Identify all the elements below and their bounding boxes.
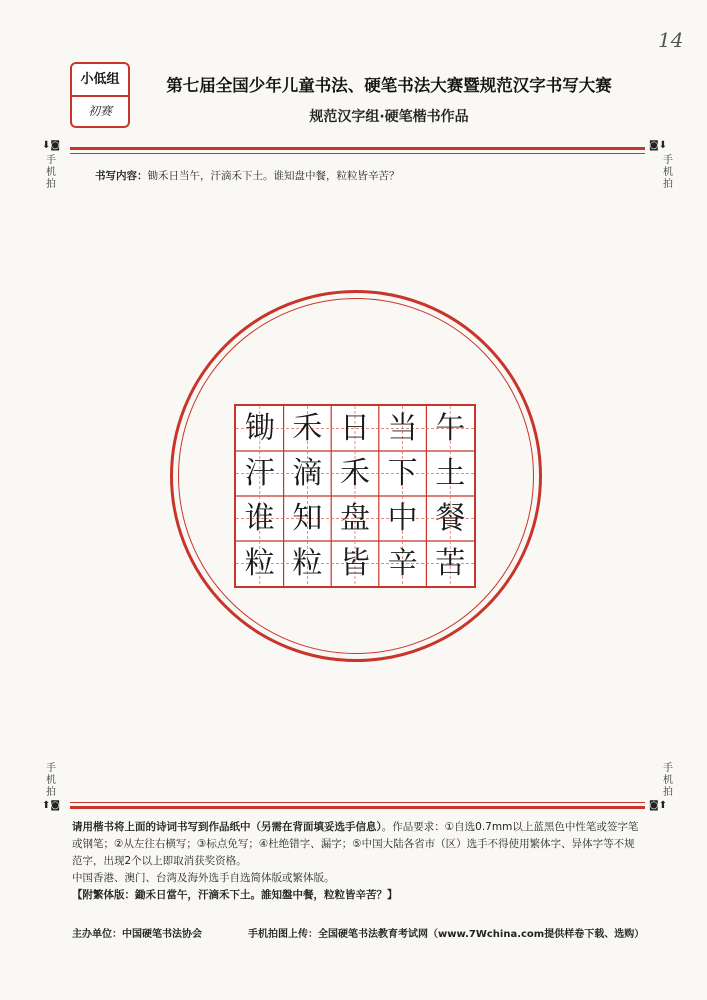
artwork-char: 知 (292, 501, 323, 536)
artwork-char: 当 (387, 411, 418, 446)
writing-text: 锄禾日当午，汗滴禾下土。谁知盘中餐，粒粒皆辛苦？ (147, 170, 400, 182)
footer-upload: 手机拍图上传：全国硬笔书法教育考试网（www.7Wchina.com提供样卷下载、选购） (248, 929, 645, 940)
artwork-char: 滴 (292, 456, 323, 491)
artwork-char: 盘 (339, 501, 370, 536)
artwork-char: 辛 (387, 546, 418, 581)
writing-label: 书写内容： (95, 170, 148, 182)
artwork-char: 苦 (435, 546, 466, 581)
bottom-rule-thin (70, 802, 645, 803)
top-rule-thin (70, 153, 645, 154)
bottom-rule (70, 806, 645, 809)
instructions-intro: 请用楷书将上面的诗词书写到作品纸中（另需在背面填妥选手信息） (72, 821, 382, 833)
footer-organizer: 主办单位：中国硬笔书法协会 (72, 929, 202, 940)
artwork-char: 锄 (244, 411, 275, 446)
artwork-char: 土 (435, 456, 466, 491)
instructions (72, 819, 644, 904)
side-label-top-left: 手机拍 (46, 155, 56, 190)
mi-grid (234, 404, 476, 588)
page-number: 14 (658, 28, 684, 52)
artwork-char: 皆 (339, 546, 370, 581)
artwork-char: 禾 (339, 456, 370, 491)
artwork-char: 日 (339, 411, 370, 446)
artwork-char: 汗 (244, 456, 275, 491)
camera-arrow-up-icon: ◙⬆ (649, 800, 668, 811)
artwork-char: 下 (387, 456, 418, 491)
artwork-char: 午 (435, 411, 466, 446)
side-label-bottom-left: 手机拍 (46, 763, 56, 798)
group-label: 小低组 (72, 64, 128, 97)
artwork-characters (236, 406, 474, 586)
artwork-char: 粒 (292, 546, 323, 581)
artwork-char: 粒 (244, 546, 275, 581)
top-rule (70, 147, 645, 150)
artwork-char: 中 (387, 501, 418, 536)
group-badge (70, 62, 130, 128)
arrow-down-camera-icon: ⬇◙ (42, 140, 61, 151)
camera-arrow-down-icon: ◙⬇ (649, 140, 668, 151)
artwork-char: 谁 (244, 501, 275, 536)
round-label: 初赛 (87, 104, 112, 118)
instructions-requirements: 。作品要求：①自选0.7mm以上蓝黑色中性笔或签字笔或钢笔；②从左往右横写；③标点免写；④杜绝错字、漏字；⑤中国大陆各省市（区）选手不得使用繁体字、异体字等不规范字，出现2个以上即取消获奖资格。 (72, 821, 639, 867)
instructions-traditional: 【附繁体版：鋤禾日當午，汗滴禾下土。誰知盤中餐，粒粒皆辛苦？】 (72, 889, 398, 901)
instructions-line2: 中国香港、澳门、台湾及海外选手自选简体版或繁体版。 (72, 872, 335, 884)
page-subtitle: 规范汉字组·硬笔楷书作品 (309, 109, 469, 125)
writing-content (95, 168, 400, 183)
artwork-char: 餐 (435, 501, 466, 536)
arrow-up-camera-icon: ⬆◙ (42, 800, 61, 811)
artwork-char: 禾 (292, 411, 323, 446)
side-label-top-right: 手机拍 (663, 155, 673, 190)
side-label-bottom-right: 手机拍 (663, 763, 673, 798)
page-title: 第七届全国少年儿童书法、硬笔书法大赛暨规范汉字书写大赛 (166, 76, 612, 95)
